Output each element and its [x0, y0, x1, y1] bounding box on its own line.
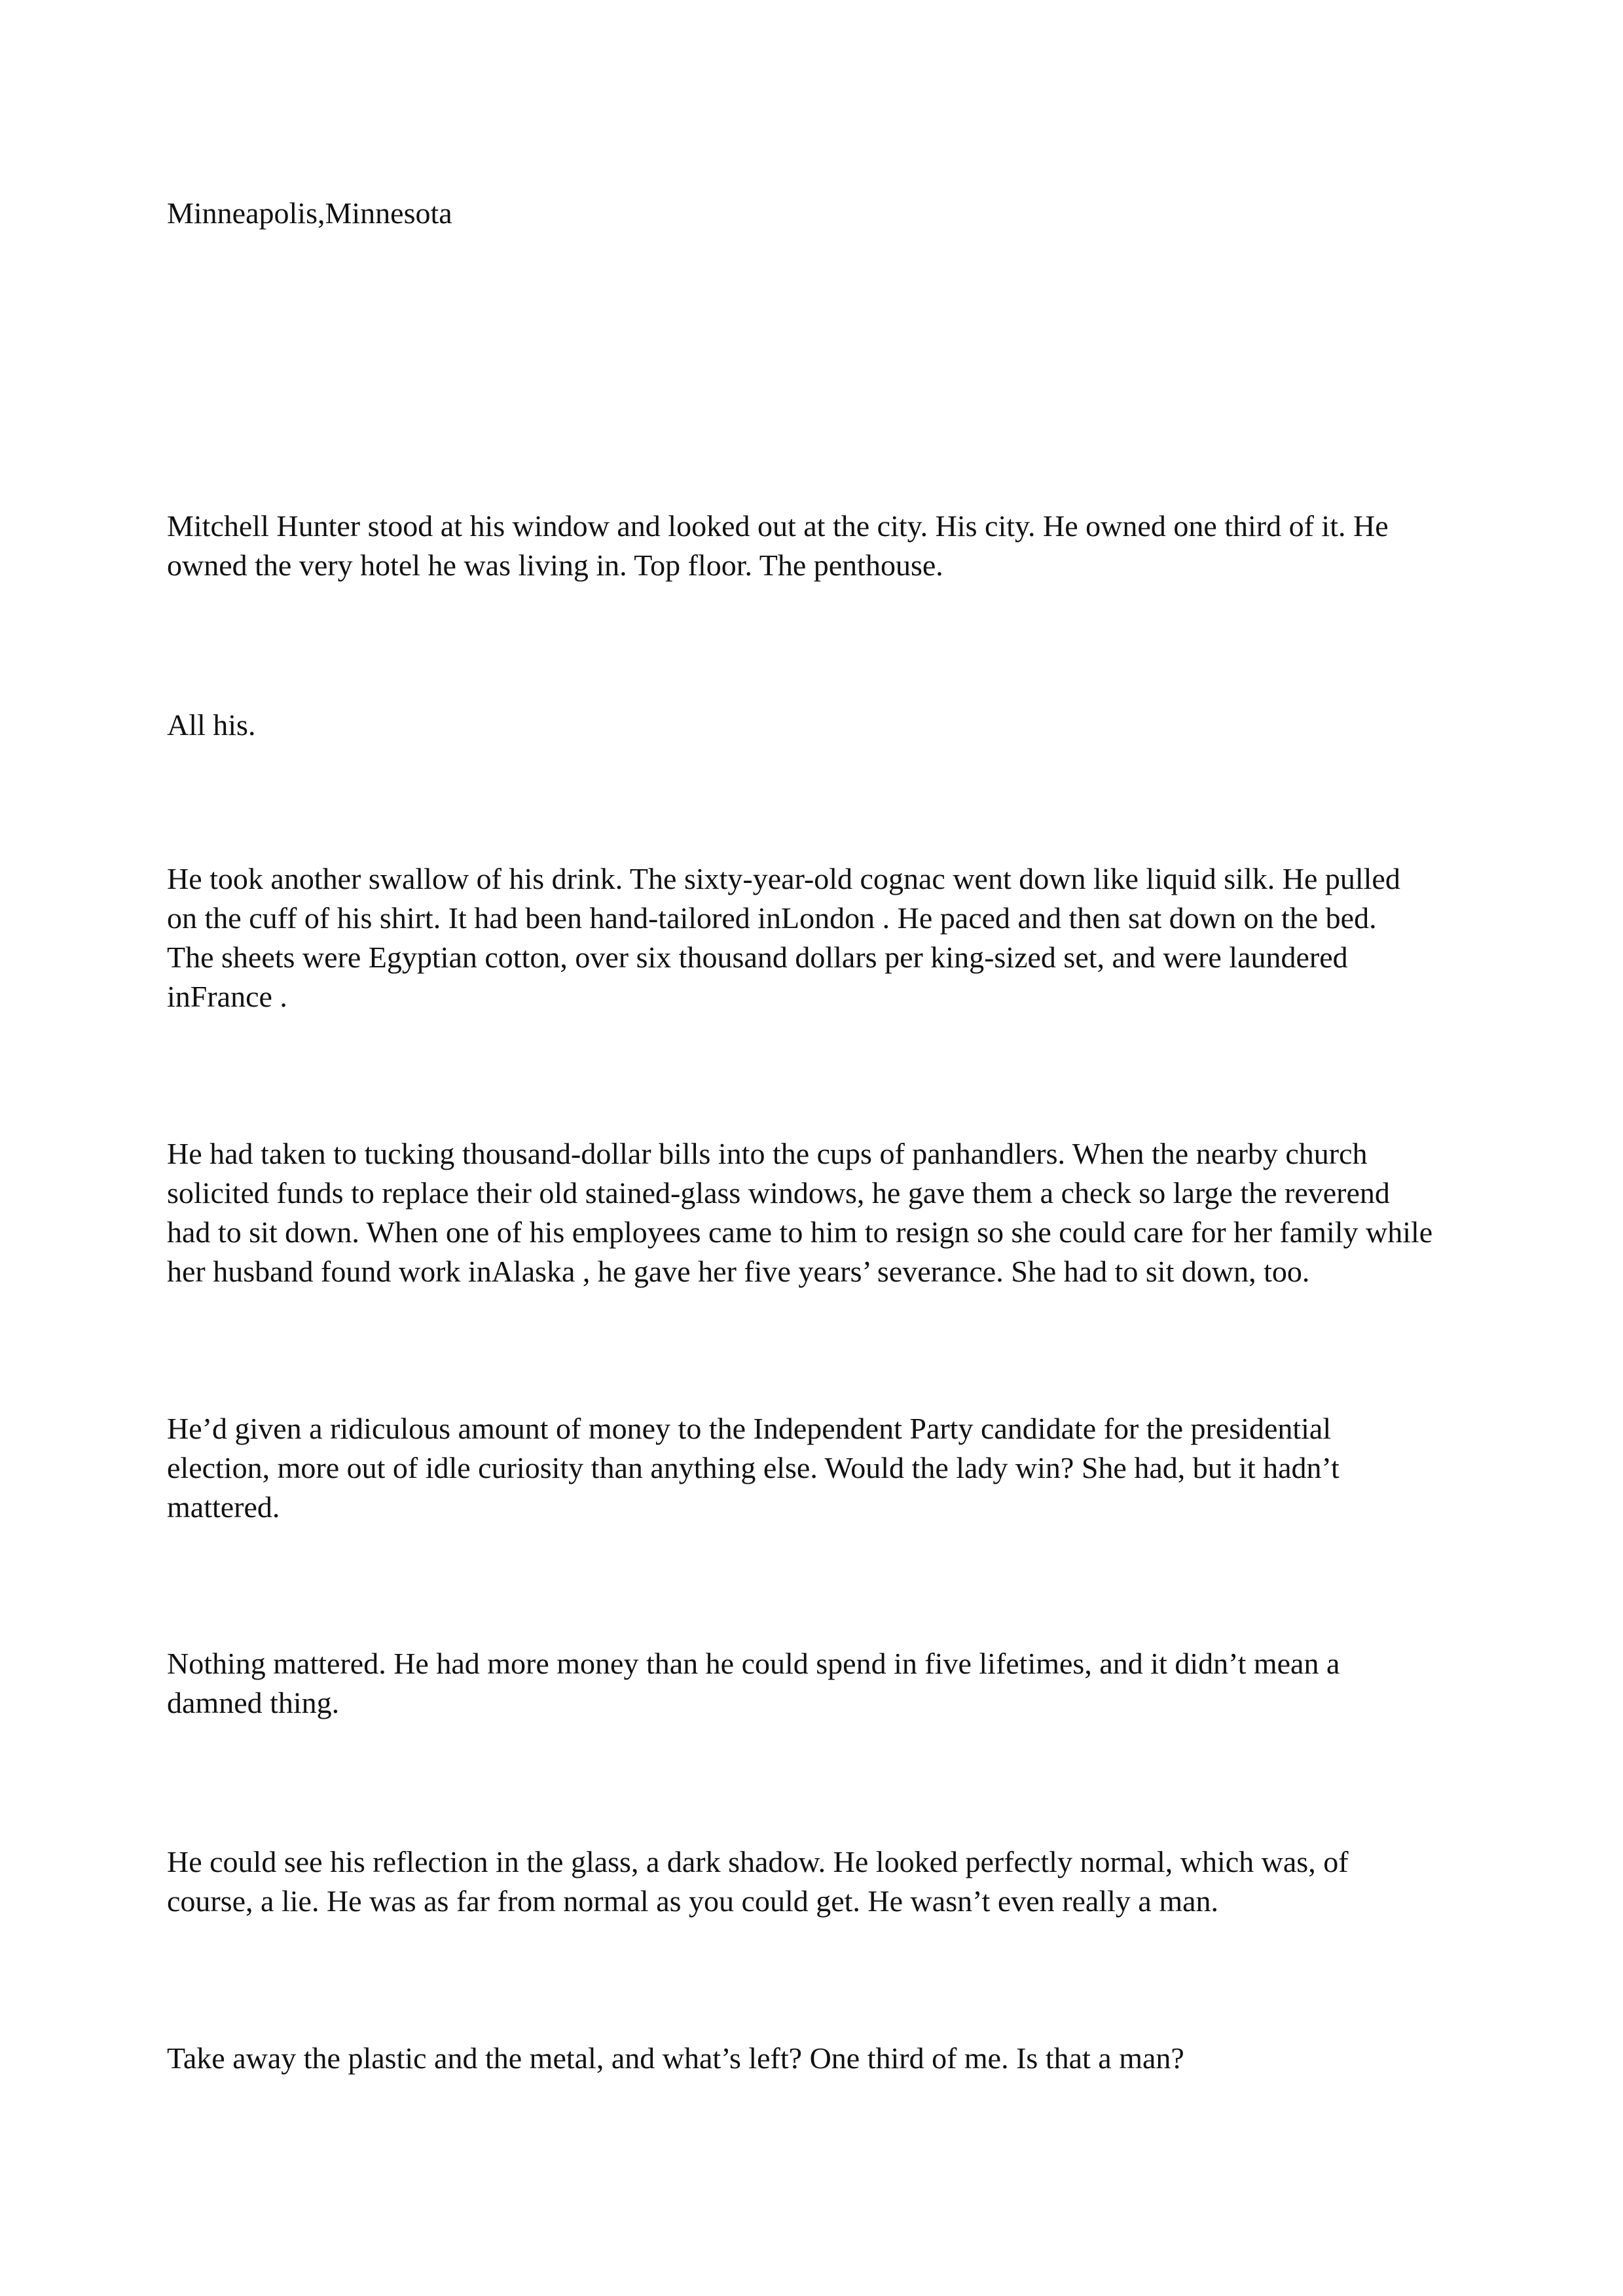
paragraph-line: solicited funds to replace their old stained-glass windows, he gave them a check so large the reverend [167, 1176, 1390, 1210]
paragraph-line: course, a lie. He was as far from normal as you could get. He wasn’t even really a man. [167, 1884, 1219, 1918]
paragraph-line: her husband found work inAlaska , he gave her five years’ severance. She had to sit down, too. [167, 1255, 1310, 1288]
paragraph-8 [167, 2039, 1483, 2078]
paragraph-line: had to sit down. When one of his employees came to him to resign so she could care for her family while [167, 1215, 1433, 1249]
paragraph-line: All his. [167, 708, 256, 742]
paragraph-line: The sheets were Egyptian cotton, over six thousand dollars per king-sized set, and were laundered [167, 941, 1348, 974]
paragraph-line: He could see his reflection in the glass, a dark shadow. He looked perfectly normal, which was, of [167, 1845, 1349, 1878]
paragraph-line: Mitchell Hunter stood at his window and looked out at the city. His city. He owned one third of it. He [167, 509, 1389, 543]
paragraph-6 [167, 1644, 1483, 1723]
paragraph-line: He’d given a ridiculous amount of money to the Independent Party candidate for the presidential [167, 1412, 1332, 1445]
paragraph-line: He took another swallow of his drink. The sixty-year-old cognac went down like liquid silk. He pulled [167, 862, 1400, 895]
paragraph-5 [167, 1409, 1483, 1527]
paragraph-7 [167, 1842, 1483, 1921]
paragraph-line: on the cuff of his shirt. It had been hand-tailored inLondon . He paced and then sat down on the bed. [167, 901, 1377, 935]
paragraph-line: owned the very hotel he was living in. Top floor. The penthouse. [167, 548, 943, 582]
paragraph-line: Take away the plastic and the metal, and what’s left? One third of me. Is that a man? [167, 2041, 1184, 2075]
paragraph-1 [167, 507, 1483, 585]
location-heading [167, 194, 1483, 233]
paragraph-line: He had taken to tucking thousand-dollar bills into the cups of panhandlers. When the nearby church [167, 1137, 1368, 1170]
paragraph-4 [167, 1134, 1483, 1291]
paragraph-line: Nothing mattered. He had more money than he could spend in five lifetimes, and it didn’t mean a [167, 1647, 1340, 1680]
paragraph-2 [167, 706, 1483, 745]
paragraph-line: election, more out of idle curiosity than anything else. Would the lady win? She had, but it hadn’t [167, 1451, 1340, 1484]
paragraph-line: damned thing. [167, 1686, 340, 1719]
paragraph-3 [167, 859, 1483, 1016]
paragraph-line: mattered. [167, 1490, 280, 1524]
heading-line: Minneapolis,Minnesota [167, 196, 452, 230]
paragraph-line: inFrance . [167, 980, 287, 1013]
